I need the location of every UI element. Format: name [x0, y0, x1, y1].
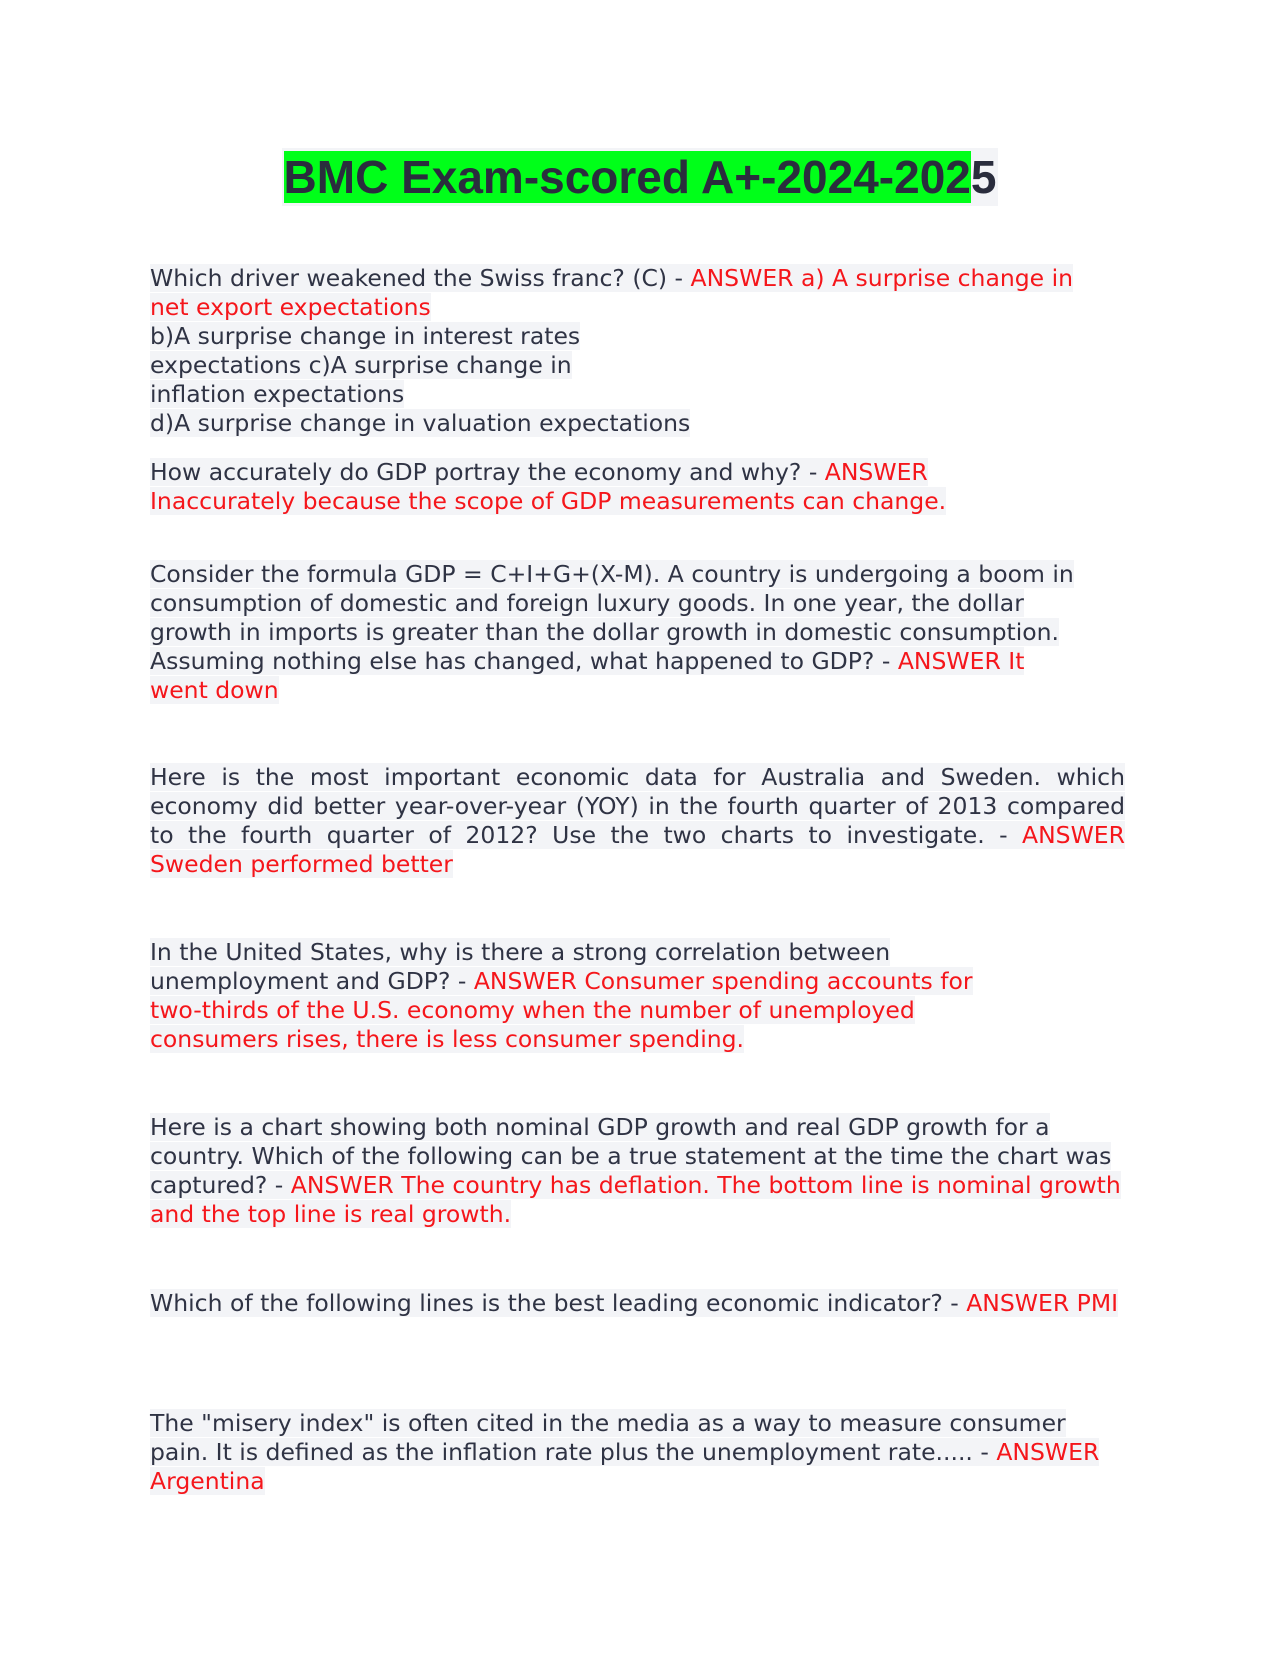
- question-text: Here is the most important economic data for Australia and Sweden. which economy did better year-over-year (YOY) in the fourth quarter of 2013 compared to the fourth quarter of 2012? Use the two charts to investigate. -: [150, 763, 1125, 849]
- answer-text: ANSWER PMI: [966, 1289, 1119, 1317]
- question-item: [150, 1113, 1125, 1229]
- answer-text: ANSWER Inaccurately because the scope of GDP measurements can change.: [150, 458, 947, 515]
- answer-text: ANSWER Consumer spending accounts for two-thirds of the U.S. economy when the number of unemployed consumers rises, there is less consumer spending.: [150, 967, 973, 1053]
- answer-text: ANSWER It went down: [150, 647, 1025, 704]
- option-line: inflation expectations: [150, 380, 405, 408]
- question-text: Consider the formula GDP = C+I+G+(X-M). A country is undergoing a boom in consumption of domestic and foreign luxury goods. In one year, the dollar growth in imports is greater than the dollar growth in domestic consumption. Assuming nothing else has changed, what happened to GDP? -: [150, 560, 1074, 675]
- answer-text: ANSWER Sweden performed better: [150, 821, 1125, 878]
- page-title: [282, 148, 999, 206]
- answer-text: ANSWER a) A surprise change in: [690, 264, 1074, 292]
- question-text: How accurately do GDP portray the economy and why? -: [150, 458, 825, 486]
- option-line: expectations c)A surprise change in: [150, 351, 572, 379]
- option-line: d)A surprise change in valuation expectations: [150, 409, 691, 437]
- answer-text-continued: net export expectations: [150, 293, 431, 321]
- question-text: The "misery index" is often cited in the media as a way to measure consumer pain. It is defined as the inflation rate plus the unemployment rate..... -: [150, 1409, 1066, 1466]
- question-item: [150, 1289, 1125, 1318]
- question-item: [150, 763, 1125, 879]
- title-block: [0, 148, 1280, 206]
- question-text: Here is a chart showing both nominal GDP growth and real GDP growth for a country. Which of the following can be a true statement at the time the chart was captured? -: [150, 1113, 1112, 1199]
- question-text: Which driver weakened the Swiss franc? (C) -: [150, 264, 691, 292]
- question-item: [150, 560, 1080, 705]
- question-item: [150, 264, 1130, 438]
- question-text: Which of the following lines is the best leading economic indicator? -: [150, 1289, 967, 1317]
- title-highlighted-text: BMC Exam-scored A+-2024-202: [283, 151, 971, 203]
- question-item: [150, 1409, 1125, 1496]
- question-text: In the United States, why is there a strong correlation between unemployment and GDP? -: [150, 938, 891, 995]
- answer-text: ANSWER Argentina: [150, 1438, 1100, 1495]
- option-line: b)A surprise change in interest rates: [150, 322, 581, 350]
- title-rest-text: 5: [970, 151, 997, 203]
- question-item: [150, 458, 970, 516]
- answer-text: ANSWER The country has deflation. The bottom line is nominal growth and the top line is real growth.: [150, 1171, 1121, 1228]
- question-item: [150, 938, 1020, 1054]
